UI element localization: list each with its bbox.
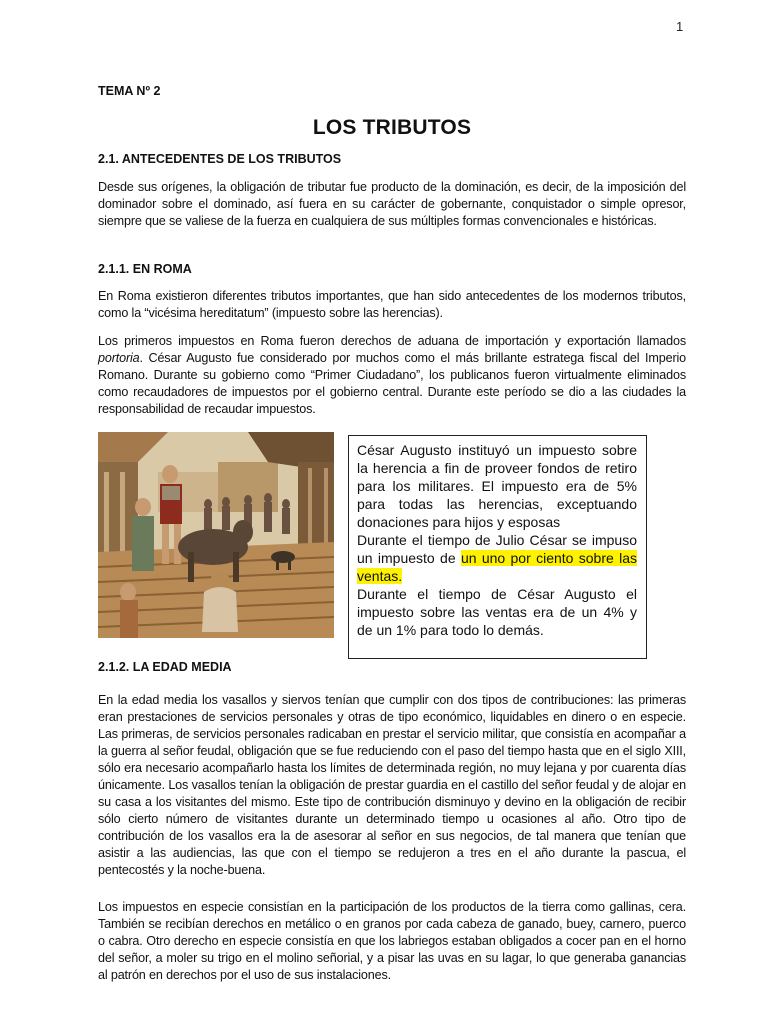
- callout-box: [348, 435, 647, 659]
- callout-text-3: Durante el tiempo de César Augusto el impuesto sobre las ventas era de un 4% y de un 1% para todo lo demás.: [357, 586, 637, 638]
- document-body: [98, 80, 686, 984]
- paragraph-roma-1: En Roma existieron diferentes tributos importantes, que han sido antecedentes de los modernos tributos, como la “vicésima hereditatum” (impuesto sobre las herencias).: [98, 289, 686, 320]
- callout-text-1: César Augusto instituyó un impuesto sobre la herencia a fin de proveer fondos de retiro para los militares. El impuesto era de 5% para todas las herencias, exceptuando donaciones para hijos y esposas: [357, 442, 637, 530]
- section-heading-antecedentes: 2.1. ANTECEDENTES DE LOS TRIBUTOS: [98, 152, 342, 166]
- section-heading-edad-media: 2.1.2. LA EDAD MEDIA: [98, 660, 232, 674]
- paragraph-edad-media-1: En la edad media los vasallos y siervos tenían que cumplir con dos tipos de contribuciones: las primeras eran prestaciones de servicios personales y otras de tipo económico, liquidables en dinero o en especie. Las primeras, de servicios personales radicaban en prestar el servicio militar, que consistía en acompañar a la guerra al señor feudal, obligación que se fue reduciendo con el paso del tiempo hasta que en el siglo XIII, sólo era necesario acompañarlo hasta los límites de determinada región, no muy lejana y por cuarenta días únicamente. Los vasallos tenían la obligación de prestar guardia en el castillo del señor feudal y de alojar en su casa a los visitantes del mismo. Este tipo de contribución disminuyo y devino en la obligación de recibir sólo cierto número de visitantes durante un determinado tiempo u ocasiones al año. Otro tipo de contribución de los vasallos era la de asesorar al señor en sus negocios, de tal manera que tenían que asistir a las audiencias, las que con el tiempo se redujeron a tres en el año durante la pascua, el pentecostés y la noche-buena.: [98, 693, 686, 877]
- tema-label: TEMA Nº 2: [98, 84, 161, 98]
- paragraph-antecedentes: Desde sus orígenes, la obligación de tributar fue producto de la dominación, es decir, de la imposición del dominador sobre el dominado, así fuera en su carácter de gobernante, conquistador o simple opresor, siempre que se valiese de la fuerza en cualquiera de sus múltiples formas convencionales e históricas.: [98, 180, 686, 228]
- portoria-term: portoria: [98, 351, 140, 365]
- callout-text-2: Durante el tiempo de Julio César se impuso un impuesto de: [357, 532, 637, 566]
- section-heading-roma: 2.1.1. EN ROMA: [98, 262, 192, 276]
- page-number: 1: [676, 19, 684, 34]
- page-title: LOS TRIBUTOS: [312, 116, 472, 139]
- roman-market-illustration: [98, 432, 334, 638]
- paragraph-roma-2-start: Los primeros impuestos en Roma fueron derechos de aduana de importación y exportación llamados: [98, 334, 686, 348]
- highlighted-text: un uno por ciento sobre las ventas.: [357, 550, 638, 584]
- paragraph-edad-media-2: Los impuestos en especie consistían en la participación de los productos de la tierra como gallinas, cera. También se recibían derechos en metálico o en granos por cada cabeza de ganado, buey, carnero, puerco o cabra. Otro derecho en especie consistía en que los labriegos estaban obligados a cocer pan en el horno del señor, a moler su trigo en el molino señorial, y a pisar las uvas en su lagar, lo que generaba ganancias al patrón en derechos por el uso de sus instalaciones.: [98, 900, 686, 982]
- figure-row: [98, 432, 686, 640]
- paragraph-roma-2: [98, 333, 686, 418]
- paragraph-roma-2-end: . César Augusto fue considerado por muchos como el más brillante estratega fiscal del Imperio Romano. Durante su gobierno como “Primer Ciudadano”, los publicanos fueron virtualmente eliminados como recaudadores de impuestos por el gobierno central. Durante este período se dio a las ciudades la responsabilidad de recaudar impuestos.: [98, 351, 686, 416]
